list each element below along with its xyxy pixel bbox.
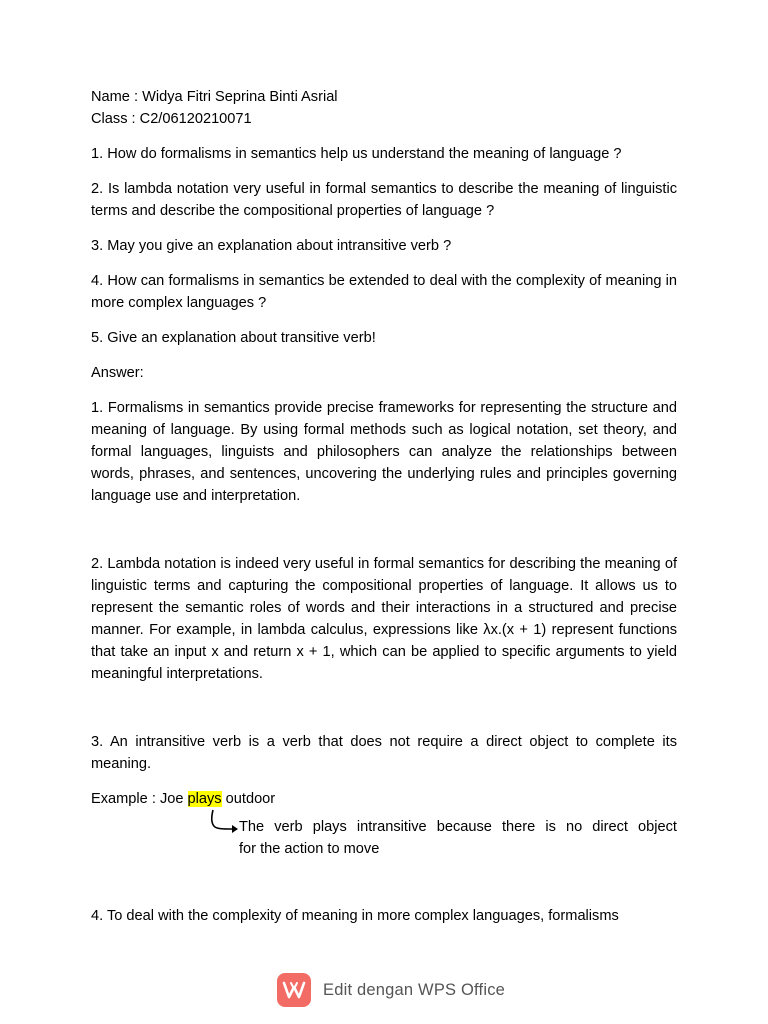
- annotation-line-2: for the action to move: [239, 841, 380, 857]
- highlighted-word: plays: [187, 791, 222, 807]
- question-1: 1. How do formalisms in semantics help us understand the meaning of language ?: [91, 146, 622, 162]
- annotation-line-1: The verb plays intransitive because there is no direct object: [239, 819, 677, 835]
- wps-edit-label[interactable]: Edit dengan WPS Office: [323, 980, 506, 999]
- student-class: Class : C2/06120210071: [91, 111, 252, 127]
- question-3: 3. May you give an explanation about intransitive verb ?: [91, 238, 452, 254]
- question-2: 2. Is lambda notation very useful in formal semantics to describe the meaning of linguistic terms and describe the compositional properties of language ?: [91, 181, 677, 219]
- example-sentence: [91, 788, 677, 810]
- student-name: Name : Widya Fitri Seprina Binti Asrial: [91, 89, 338, 105]
- curved-arrow-icon: [208, 808, 242, 842]
- answer-1: 1. Formalisms in semantics provide precise frameworks for representing the structure and meaning of language. By using formal methods such as logical notation, set theory, and formal languages, linguists and philosophers can analyze the relationships between words, phrases, and sentences, uncovering the underlying rules and principles governing language use and interpretation.: [91, 400, 677, 504]
- document-page: [91, 86, 677, 927]
- example-suffix: outdoor: [221, 791, 276, 807]
- question-4: 4. How can formalisms in semantics be extended to deal with the complexity of meaning in more complex languages ?: [91, 273, 677, 311]
- answer-2: 2. Lambda notation is indeed very useful in formal semantics for describing the meaning of linguistic terms and capturing the compositional properties of language. It allows us to represent the semantic roles of words and their interactions in a structured and precise manner. For example, in lambda calculus, expressions like λx.(x + 1) represent functions that take an input x and return x + 1, which can be applied to specific arguments to yield meaningful interpretations.: [91, 556, 677, 682]
- answer-heading: Answer:: [91, 365, 144, 381]
- annotation-text: [239, 816, 677, 860]
- example-annotation: [208, 816, 677, 866]
- question-5: 5. Give an explanation about transitive verb!: [91, 330, 376, 346]
- answer-4: 4. To deal with the complexity of meaning in more complex languages, formalisms: [91, 908, 619, 924]
- answer-3: 3. An intransitive verb is a verb that does not require a direct object to complete its meaning.: [91, 734, 677, 772]
- wps-edit-button[interactable]: [277, 972, 505, 1008]
- wps-office-icon: [277, 973, 311, 1007]
- example-prefix: Example : Joe: [91, 791, 188, 807]
